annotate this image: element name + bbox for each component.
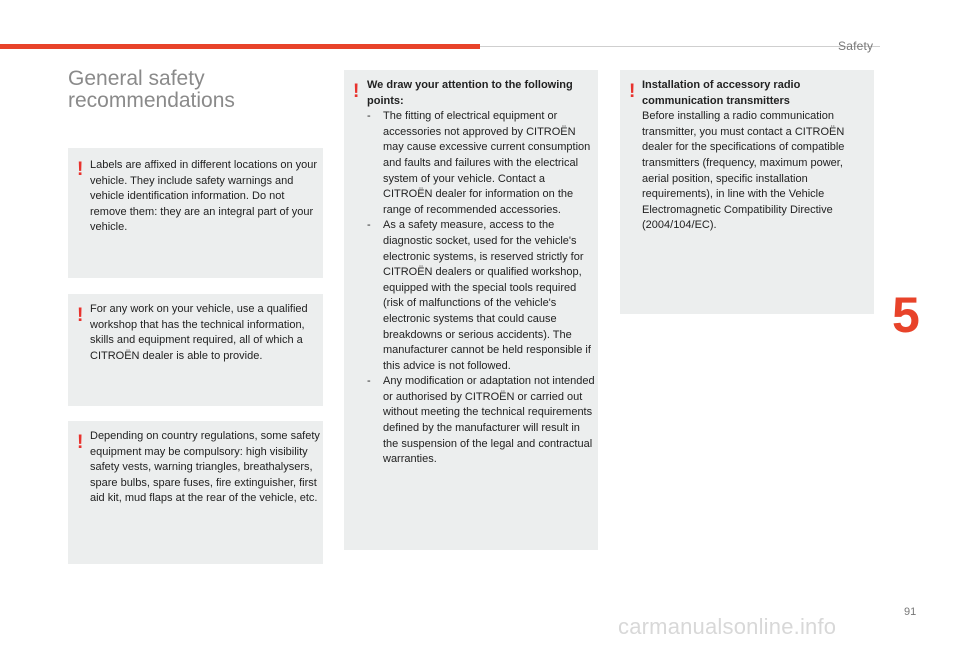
attention-warning-content [367, 78, 595, 468]
warning-icon: ! [77, 305, 84, 326]
radio-warning-content [642, 78, 872, 234]
attention-warning-box [344, 70, 598, 550]
labels-warning-box [68, 148, 323, 278]
attention-heading: We draw your attention to the following points: [367, 79, 573, 107]
radio-text: Before installing a radio communication transmitter, you must contact a CITROËN dealer for the specifications of compatible transmitters (frequency, maximum power, aerial position, specific installation requirements), in line with the Vehicle Electromagnetic Compatibility Directive (2004/104/EC). [642, 110, 845, 232]
bullet-dash: - [367, 110, 371, 123]
header-accent-bar [0, 44, 480, 49]
equipment-warning-box [68, 421, 323, 564]
page-number: 91 [904, 606, 917, 618]
warning-icon: ! [77, 159, 84, 180]
page-title-line-1: General safety [68, 67, 205, 90]
warning-icon: ! [353, 81, 360, 102]
section-label: Safety [838, 39, 874, 53]
workshop-warning-box [68, 294, 323, 406]
radio-warning-box [620, 70, 874, 314]
attention-bullet-text: As a safety measure, access to the diagnostic socket, used for the vehicle's electronic systems, is reserved strictly for CITROËN dealers or qualified workshop, equipped with the special tools required (risk of malfunctions of the vehicle's electronic systems that could cause breakdowns or serious accidents). The manufacturer cannot be held responsible if this advice is not followed. [383, 219, 591, 372]
page-title [68, 68, 235, 112]
bullet-dash: - [367, 219, 371, 232]
workshop-warning-text: For any work on your vehicle, use a qualified workshop that has the technical information, skills and equipment required, all of which a CITROËN dealer is able to provide. [90, 303, 308, 362]
attention-bullet [367, 218, 595, 374]
warning-icon: ! [77, 432, 84, 453]
attention-bullet-text: Any modification or adaptation not intended or authorised by CITROËN or carried out without meeting the technical requirements defined by the manufacturer will result in the suspension of the legal and contractual warranties. [383, 375, 595, 466]
bullet-dash: - [367, 375, 371, 388]
warning-icon: ! [629, 81, 636, 102]
attention-bullet-text: The fitting of electrical equipment or accessories not approved by CITROËN may cause excessive current consumption and faults and failures with the electrical system of your vehicle. Contact a CITROËN dealer for information on the range of recommended accessories. [383, 110, 591, 216]
watermark: carmanualsonline.info [618, 614, 837, 639]
attention-bullet [367, 374, 595, 468]
equipment-warning-text: Depending on country regulations, some safety equipment may be compulsory: high visibility safety vests, warning triangles, breathalysers, spare bulbs, spare fuses, fire extinguisher, first aid kit, mud flaps at the rear of the vehicle, etc. [90, 430, 320, 505]
header-rule [480, 46, 880, 47]
radio-heading: Installation of accessory radio communication transmitters [642, 79, 801, 107]
page-title-line-2: recommendations [68, 89, 235, 112]
chapter-number: 5 [892, 287, 920, 343]
labels-warning-text: Labels are affixed in different locations on your vehicle. They include safety warnings and vehicle identification information. Do not remove them: they are an integral part of your vehicle. [90, 159, 318, 234]
attention-bullet [367, 109, 595, 218]
